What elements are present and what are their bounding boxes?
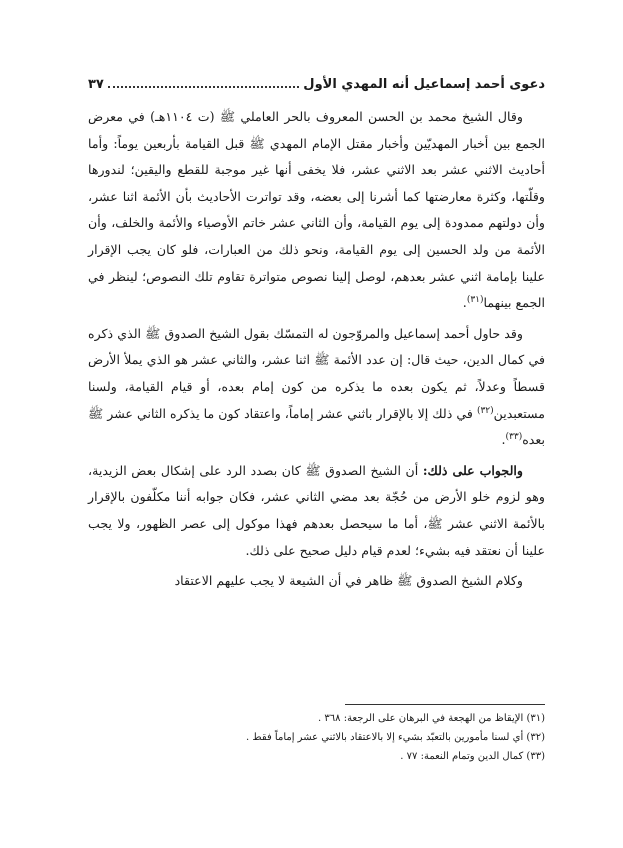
paragraph-3 [88, 458, 545, 564]
main-text [88, 104, 545, 599]
footnote-33: (٣٣) كمال الدين وتمام النعمة: ٧٧ . [400, 751, 545, 762]
footnote-ref-31: (٣١) [466, 294, 484, 305]
footnote-ref-33: (٣٣) [505, 431, 523, 442]
paragraph-1-tail: . [462, 295, 467, 311]
paragraph-3-text: أن الشيخ الصدوق ﷺ كان بصدد الرد على إشكال بعض الزيدية، وهو لزوم خلو الأرض من حُجّة بعد مضي الثاني عشر، فكان جوابه أننا مكلّفون بالإقرار بالأئمة الاثني عشر ﷺ، أما ما سيحصل بعدهم فهذا موكول إلى عصر الظهور، ولا يجب علينا أن نعتقد فيه بشيء؛ لعدم قيام دليل صحيح على ذلك. [88, 462, 545, 558]
running-header [88, 74, 545, 96]
paragraph-4-text: وكلام الشيخ الصدوق ﷺ ظاهر في أن الشيعة لا يجب عليهم الاعتقاد [174, 573, 523, 589]
footnote-separator [345, 704, 545, 705]
header-title: دعوى أحمد إسماعيل أنه المهدي الأول [303, 77, 545, 92]
paragraph-1-text: وقال الشيخ محمد بن الحسن المعروف بالحر العاملي ﷺ (ت ١١٠٤هـ) في معرض الجمع بين أخبار المهديّين وأخبار مقتل الإمام المهدي ﷺ قبل القيامة بأربعين يوماً: وأما أحاديث الاثني عشر بعد الاثني عشر، فلا يخفى أنها غير موجبة للقطع واليقين؛ لندورها وقلّتها، وكثرة معارضتها كما أشرنا إلى بعضه، وقد تواترت الأحاديث بأن الأئمة اثنا عشر، وأن دولتهم ممدودة إلى يوم القيامة، وأن الثاني عشر خاتم الأوصياء والأئمة والخلف، وأن الأئمة من ولد الحسين إلى يوم القيامة، ونحو ذلك من العبارات، فلو كان يجب الإقرار علينا بإمامة اثني عشر بعدهم، لوصل إلينا نصوص متواترة تقاوم تلك النصوص؛ لينظر في الجمع بينهما [88, 109, 545, 311]
page-number: ٣٧ [88, 77, 104, 92]
paragraph-3-lead: والجواب على ذلك: [422, 462, 523, 478]
footnote-ref-32: (٣٢) [476, 405, 494, 416]
footnote-31: (٣١) الإيقاظ من الهجعة في البرهان على الرجعة: ٣٦٨ . [318, 713, 545, 724]
footnotes [88, 709, 545, 766]
paragraph-2-tail: . [501, 432, 506, 448]
footnote-32: (٣٢) أي لسنا مأمورين بالتعبّد بشيء إلا بالاعتقاد بالاثني عشر إماماً فقط . [246, 732, 545, 743]
paragraph-1 [88, 104, 545, 317]
paragraph-2 [88, 321, 545, 454]
header-leader-dots [108, 74, 299, 88]
paragraph-4 [88, 568, 545, 595]
paragraph-2-text-2: في ذلك إلا بالإقرار باثني عشر إماماً، واعتقاد كون ما يذكره الثاني عشر ﷺ بعده [88, 405, 545, 448]
paragraph-2-text: وقد حاول أحمد إسماعيل والمروّجون له التمسّك بقول الشيخ الصدوق ﷺ الذي ذكره في كمال الدين، حيث قال: إن عدد الأئمة ﷺ اثنا عشر، والثاني عشر هو الذي يملأ الأرض قسطاً وعدلاً، ثم يكون بعده ما يذكره من كون إمام بعده، أو قيام القيامة، ولسنا مستعبدين [88, 325, 545, 421]
